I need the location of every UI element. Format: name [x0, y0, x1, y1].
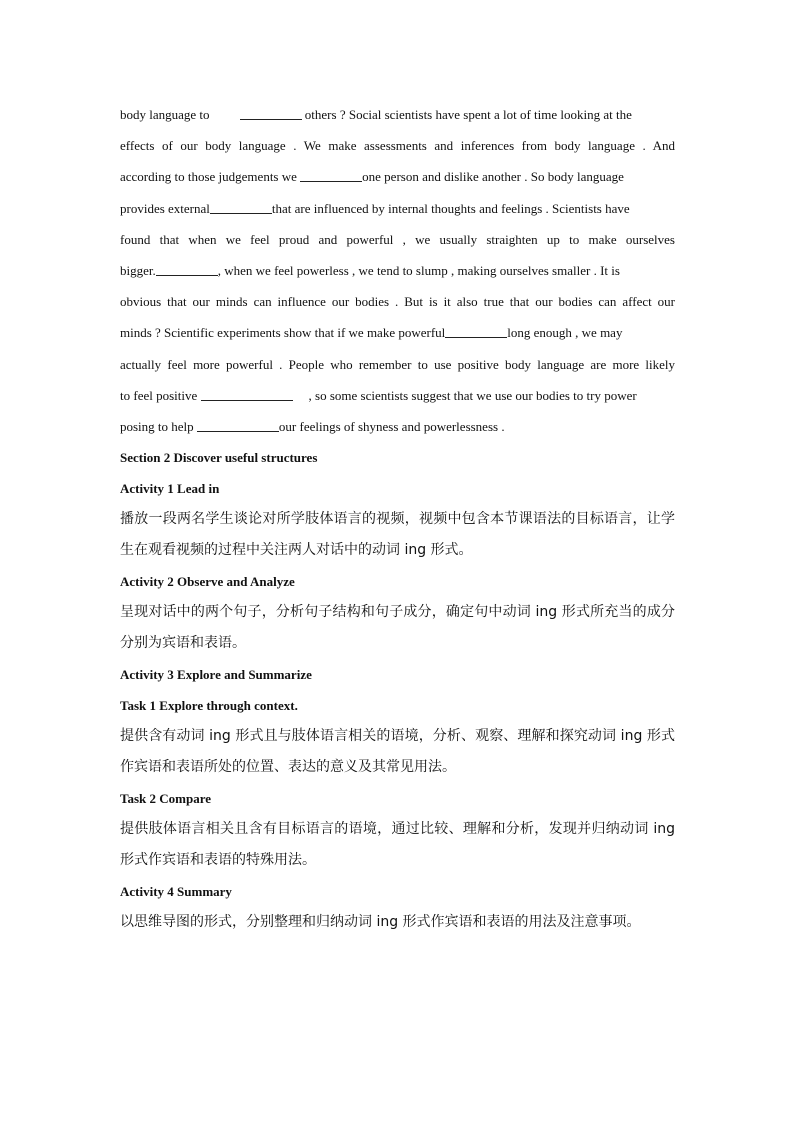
fill-blank: [156, 263, 218, 276]
passage-text: our feelings of shyness and powerlessness .: [278, 418, 505, 434]
task-description: 提供含有动词 ing 形式且与肢体语言相关的语境，分析、观察、理解和探究动词 ing 形式作宾语和表语所处的位置、表达的意义及其常见用法。: [120, 728, 675, 776]
passage-line: obvious that our minds can influence our bodies . But is it also true that our bodies can affect our: [120, 294, 675, 310]
passage-line: [120, 193, 675, 224]
document-body: [120, 99, 675, 938]
task-heading: Task 1 Explore through context.: [120, 698, 298, 714]
passage-line: [120, 317, 675, 348]
passage-text: provides external: [120, 200, 210, 216]
task-description: 提供肢体语言相关且含有目标语言的语境，通过比较、理解和分析，发现并归纳动词 ing 形式作宾语和表语的特殊用法。: [120, 821, 675, 869]
fill-blank: [201, 388, 293, 401]
passage-line: [120, 161, 675, 192]
activity-description: 播放一段两名学生谈论对所学肢体语言的视频，视频中包含本节课语法的目标语言，让学生在观看视频的过程中关注两人对话中的动词 ing 形式。: [120, 511, 675, 559]
passage-text: , when we feel powerless , we tend to slump , making ourselves smaller . It is: [217, 262, 620, 278]
passage-text: others ? Social scientists have spent a lot of time looking at the: [304, 107, 632, 122]
section-heading: Section 2 Discover useful structures: [120, 450, 318, 466]
activity-description: 呈现对话中的两个句子，分析句子结构和句子成分，确定句中动词 ing 形式所充当的成分分别为宾语和表语。: [120, 604, 675, 652]
activity-description: 以思维导图的形式，分别整理和归纳动词 ing 形式作宾语和表语的用法及注意事项。: [120, 914, 641, 931]
passage-text: to feel positive: [120, 387, 198, 403]
passage-line: [120, 380, 675, 411]
passage-text: according to those judgements we: [120, 169, 297, 185]
passage-line: actually feel more powerful . People who remember to use positive body language are more likely: [120, 356, 675, 372]
passage-text: one person and dislike another . So body language: [362, 169, 624, 185]
fill-blank: [210, 201, 272, 214]
activity-heading: Activity 4 Summary: [120, 884, 232, 900]
task-heading: Task 2 Compare: [120, 791, 212, 807]
passage-text: , so some scientists suggest that we use our bodies to try power: [308, 387, 637, 403]
passage-text: that are influenced by internal thoughts and feelings . Scientists have: [271, 200, 630, 216]
fill-blank: [197, 419, 279, 432]
passage-text: minds ? Scientific experiments show that if we make powerful: [120, 325, 446, 341]
passage-text: long enough , we may: [507, 325, 623, 341]
passage-line: [120, 99, 675, 130]
fill-blank: [300, 169, 362, 182]
passage-line: effects of our body language . We make assessments and inferences from body language . And: [120, 138, 675, 154]
passage-text: bigger.: [120, 262, 156, 278]
passage-paragraph: [120, 99, 675, 442]
passage-text: body language to: [120, 107, 210, 122]
passage-line: found that when we feel proud and powerful , we usually straighten up to make ourselves: [120, 231, 675, 247]
activity-heading: Activity 3 Explore and Summarize: [120, 667, 312, 683]
passage-line: [120, 255, 675, 286]
passage-line: [120, 411, 675, 442]
passage-text: posing to help: [120, 418, 194, 434]
fill-blank: [445, 325, 507, 338]
activity-heading: Activity 1 Lead in: [120, 481, 220, 497]
fill-blank: [240, 107, 302, 120]
activity-heading: Activity 2 Observe and Analyze: [120, 574, 295, 590]
